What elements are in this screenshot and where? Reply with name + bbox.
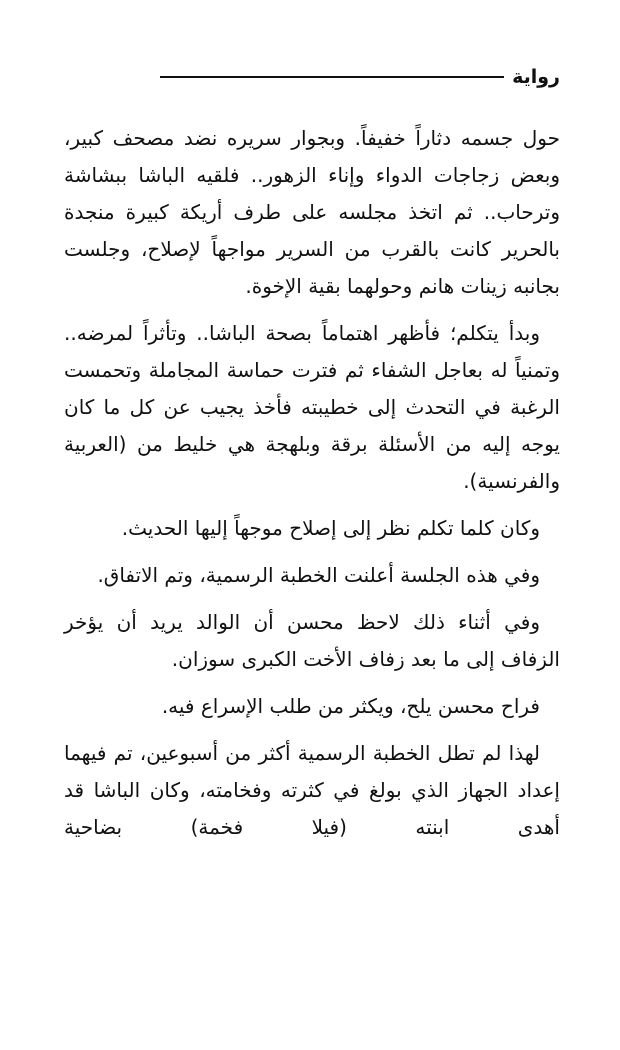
paragraph-6: فراح محسن يلح، ويكثر من طلب الإسراع فيه. <box>161 694 540 718</box>
running-header <box>160 62 560 92</box>
header-title: رواية <box>512 66 560 88</box>
header-rule <box>160 76 504 78</box>
body-text <box>64 120 560 846</box>
paragraph-5: وفي أثناء ذلك لاحظ محسن أن الوالد يريد أن يؤخر الزفاف إلى ما بعد زفاف الأخت الكبرى سوزان. <box>64 610 560 671</box>
paragraph-1: حول جسمه دثاراً خفيفاً. وبجوار سريره نضد مصحف كبير، وبعض زجاجات الدواء وإناء الزهور.. فلقيه الباشا ببشاشة وترحاب.. ثم اتخذ مجلسه على طرف أريكة كبيرة منجدة بالحرير كانت بالقرب من السرير مواجهاً لإصلاح، وجلست بجانبه زينات هانم وحولهما بقية الإخوة. <box>64 126 560 298</box>
paragraph-2: وبدأ يتكلم؛ فأظهر اهتماماً بصحة الباشا.. وتأثراً لمرضه.. وتمنياً له بعاجل الشفاء ثم فترت حماسة المجاملة وتحمست الرغبة في التحدث إلى خطيبته فأخذ يجيب عن كل ما كان يوجه إليه من الأسئلة برقة وبلهجة هي خليط من (العربية والفرنسية). <box>64 321 560 493</box>
paragraph-7: لهذا لم تطل الخطبة الرسمية أكثر من أسبوعين، تم فيهما إعداد الجهاز الذي بولغ في كثرته وفخامته، وكان الباشا قد أهدى ابنته (فيلا فخمة) بضاحية <box>64 741 560 839</box>
paragraph-3: وكان كلما تكلم نظر إلى إصلاح موجهاً إليها الحديث. <box>121 516 540 540</box>
paragraph-4: وفي هذه الجلسة أعلنت الخطبة الرسمية، وتم الاتفاق. <box>97 563 540 587</box>
